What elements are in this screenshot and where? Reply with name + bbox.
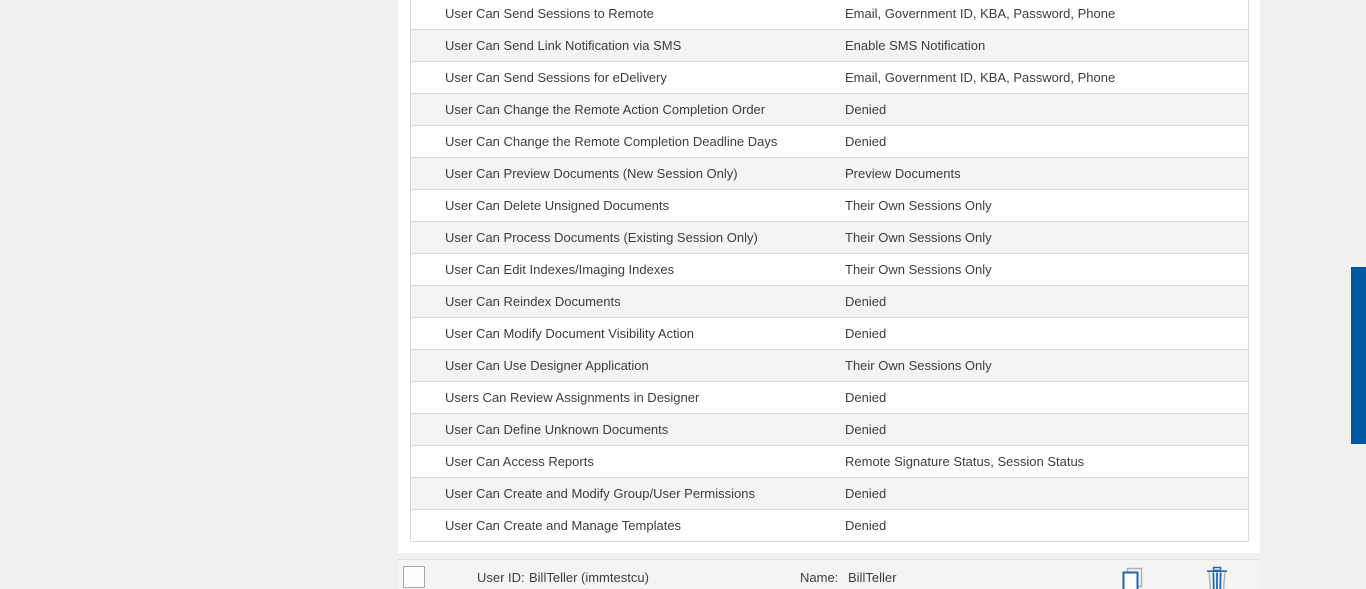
permission-label: User Can Send Sessions to Remote bbox=[445, 6, 654, 21]
copy-icon[interactable] bbox=[1118, 565, 1148, 589]
permission-value: Denied bbox=[845, 326, 887, 341]
permission-label: User Can Delete Unsigned Documents bbox=[445, 198, 669, 213]
permission-value: Denied bbox=[845, 390, 887, 405]
permission-row bbox=[411, 158, 1248, 190]
permission-value: Their Own Sessions Only bbox=[845, 198, 992, 213]
permission-row bbox=[411, 190, 1248, 222]
permission-value: Denied bbox=[845, 102, 887, 117]
permission-label: User Can Change the Remote Action Completion Order bbox=[445, 102, 766, 117]
permission-label: User Can Define Unknown Documents bbox=[445, 422, 669, 437]
permission-label: User Can Preview Documents (New Session Only) bbox=[445, 166, 738, 181]
permission-label: User Can Create and Manage Templates bbox=[445, 518, 682, 533]
permission-value: Enable SMS Notification bbox=[845, 38, 986, 53]
permission-value: Denied bbox=[845, 294, 887, 309]
permission-row bbox=[411, 222, 1248, 254]
content-panel bbox=[398, 0, 1260, 553]
permission-value: Their Own Sessions Only bbox=[845, 230, 992, 245]
permission-value: Preview Documents bbox=[845, 166, 961, 181]
permission-row bbox=[411, 62, 1248, 94]
permission-label: User Can Send Link Notification via SMS bbox=[445, 38, 682, 53]
permission-row bbox=[411, 510, 1248, 542]
permission-row bbox=[411, 254, 1248, 286]
permission-value: Denied bbox=[845, 518, 887, 533]
permission-label: User Can Use Designer Application bbox=[445, 358, 649, 373]
permission-label: User Can Process Documents (Existing Session Only) bbox=[445, 230, 758, 245]
permission-value: Remote Signature Status, Session Status bbox=[845, 454, 1085, 469]
permission-row bbox=[411, 478, 1248, 510]
user-summary-row bbox=[398, 559, 1260, 589]
permission-label: User Can Access Reports bbox=[445, 454, 594, 469]
permission-label: User Can Edit Indexes/Imaging Indexes bbox=[445, 262, 675, 277]
permission-label: User Can Reindex Documents bbox=[445, 294, 621, 309]
permission-row bbox=[411, 382, 1248, 414]
permission-row bbox=[411, 446, 1248, 478]
permission-value: Their Own Sessions Only bbox=[845, 262, 992, 277]
permission-label: User Can Modify Document Visibility Action bbox=[445, 326, 695, 341]
permissions-table bbox=[410, 0, 1249, 542]
trash-icon[interactable] bbox=[1202, 565, 1232, 589]
permission-value: Email, Government ID, KBA, Password, Phone bbox=[845, 70, 1116, 85]
permission-value: Denied bbox=[845, 486, 887, 501]
permission-row bbox=[411, 414, 1248, 446]
permission-value: Their Own Sessions Only bbox=[845, 358, 992, 373]
permission-value: Denied bbox=[845, 422, 887, 437]
user-select-checkbox[interactable] bbox=[403, 566, 425, 588]
permission-label: User Can Create and Modify Group/User Permissions bbox=[445, 486, 755, 501]
permission-value: Denied bbox=[845, 134, 887, 149]
permission-row bbox=[411, 318, 1248, 350]
name-label: Name: bbox=[800, 570, 839, 585]
permission-label: User Can Send Sessions for eDelivery bbox=[445, 70, 667, 85]
permission-value: Email, Government ID, KBA, Password, Phone bbox=[845, 6, 1116, 21]
name-value: BillTeller bbox=[848, 570, 897, 585]
user-id-value: BillTeller (immtestcu) bbox=[529, 570, 649, 585]
permission-row bbox=[411, 126, 1248, 158]
permission-row bbox=[411, 350, 1248, 382]
permission-row bbox=[411, 0, 1248, 30]
permission-row bbox=[411, 94, 1248, 126]
permission-row bbox=[411, 286, 1248, 318]
permission-label: Users Can Review Assignments in Designer bbox=[445, 390, 700, 405]
permission-label: User Can Change the Remote Completion Deadline Days bbox=[445, 134, 778, 149]
user-id-label: User ID: bbox=[477, 570, 525, 585]
scrollbar-thumb[interactable] bbox=[1351, 267, 1366, 444]
permission-row bbox=[411, 30, 1248, 62]
